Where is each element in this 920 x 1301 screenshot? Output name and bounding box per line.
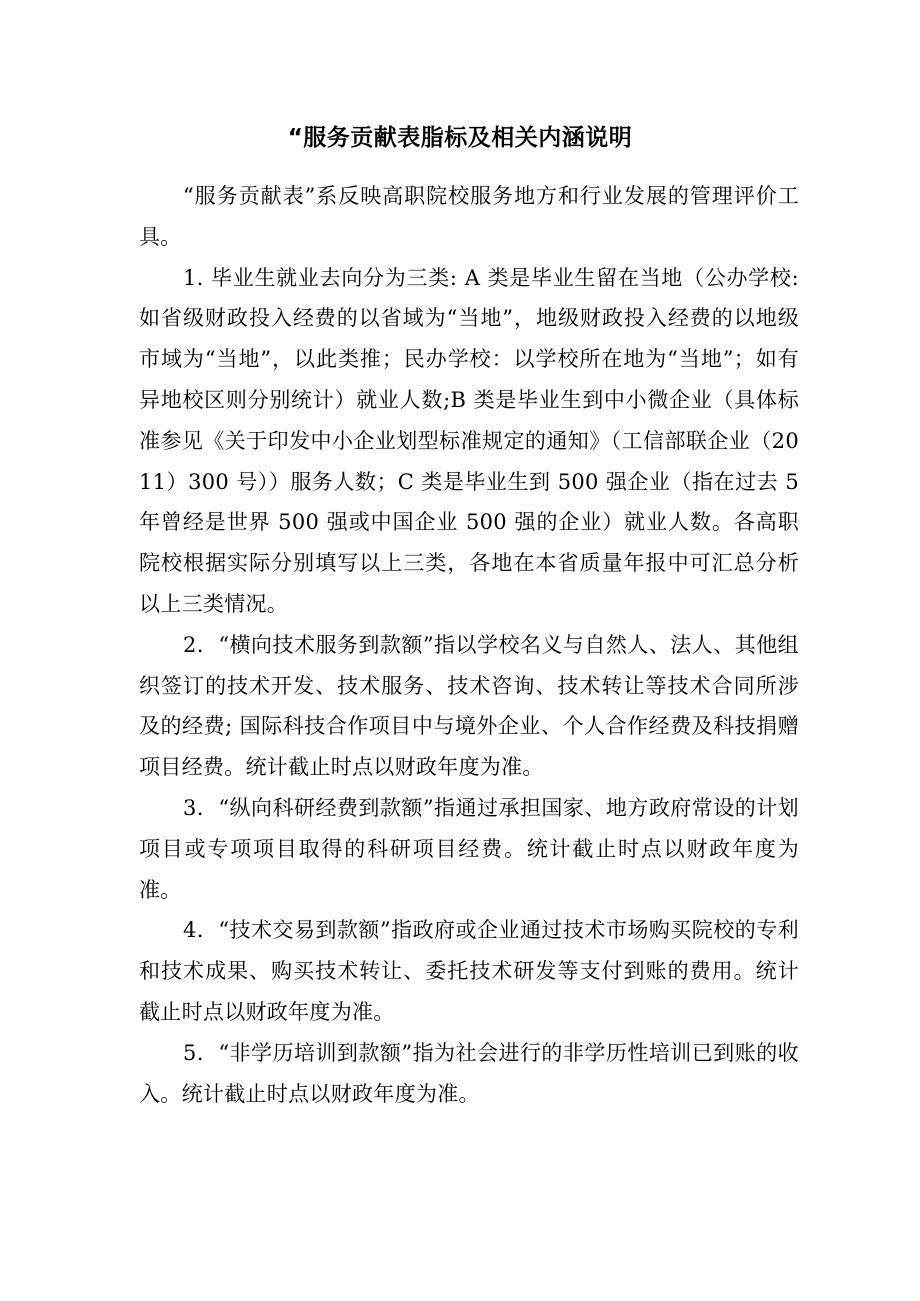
document-title: “服务贡献表脂标及相关内涵说明: [287, 125, 633, 151]
paragraph-2-horizontal-tech-service: 2．“横向技术服务到款额”指以学校名义与自然人、法人、其他组织签订的技术开发、技术服务、技术咨询、技术转让等技术合同所涉及的经费; 国际科技合作项目中与境外企业、个人合作经费及科技捐赠项目经费。统计截止时点以财政年度为准。: [139, 632, 799, 780]
paragraph-4-tech-transaction: 4．“技术交易到款额”指政府或企业通过技术市场购买院校的专利和技术成果、购买技术转让、委托技术研发等支付到账的费用。统计截止时点以财政年度为准。: [139, 918, 799, 1024]
document-body: [139, 176, 799, 1114]
paragraph-1-graduate-employment: 1. 毕业生就业去向分为三类: A 类是毕业生留在当地（公办学校: 如省级财政投入经费的以省域为“当地”，地级财政投入经费的以地级市域为“当地”，以此类推；民办学校：以学校所在地为“当地”；如有异地校区则分别统计）就业人数;B 类是毕业生到中小微企业（具体标准参见《关于印发中小企业划型标准规定的通知》（工信部联企业（2011）300 号））服务人数；C 类是毕业生到 500 强企业（指在过去 5 年曾经是世界 500 强或中国企业 500 强的企业）就业人数。各高职院校根据实际分别填写以上三类，各地在本省质量年报中可汇总分析以上三类情况。: [139, 265, 799, 616]
paragraph-5-non-degree-training: 5．“非学历培训到款额”指为社会进行的非学历性培训已到账的收入。统计截止时点以财政年度为准。: [139, 1040, 799, 1106]
paragraph-intro: “服务贡献表”系反映高职院校服务地方和行业发展的管理评价工具。: [139, 184, 799, 249]
paragraph-3-vertical-research-funding: 3．“纵向科研经费到款额”指通过承担国家、地方政府常设的计划项目或专项项目取得的科研项目经费。统计截止时点以财政年度为准。: [139, 795, 799, 902]
